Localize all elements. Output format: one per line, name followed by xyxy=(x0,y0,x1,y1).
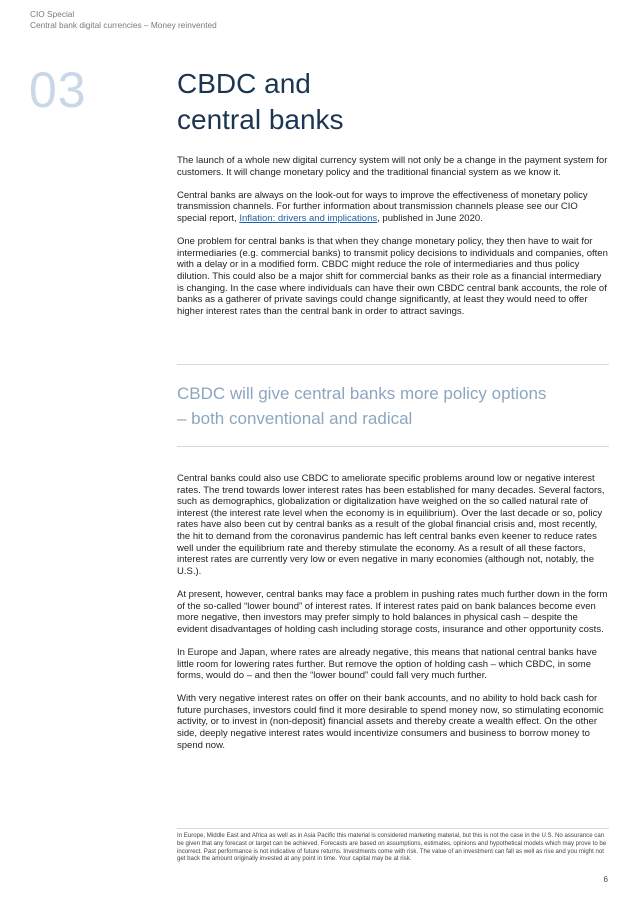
section-divider xyxy=(177,364,609,365)
page-number: 6 xyxy=(603,875,608,884)
chapter-title xyxy=(177,66,597,138)
header-document-title: Central bank digital currencies – Money reinvented xyxy=(30,20,217,30)
footnote-divider xyxy=(177,828,609,829)
section-subheading xyxy=(177,381,609,431)
paragraph xyxy=(177,190,609,225)
section-divider xyxy=(177,446,609,447)
section-intro xyxy=(177,155,609,317)
chapter-title-line2: central banks xyxy=(177,104,344,135)
inflation-report-link[interactable]: Inflation: drivers and implications xyxy=(239,212,378,224)
paragraph: At present, however, central banks may face a problem in pushing rates much further down in the form of the so-called “lower bound” of interest rates. If interest rates paid on bank balances become even more negative, then investors may prefer simply to hold balances in physical cash – despite the evident disadvantages of holding cash including storage costs, insurance and other opportunity costs. xyxy=(177,588,608,635)
disclaimer-footnote: In Europe, Middle East and Africa as well as in Asia Pacific this material is considered marketing material, but this is not the case in the U.S. No assurance can be given that any forecast or target can be achieved. Forecasts are based on assumptions, estimates, opinions and hypothetical models which may prove to be incorrect. Past performance is not indicative of future returns. Investments come with risk. The value of an investment can fall as well as rise and you might not get back the amount originally invested at any point in time. Your capital may be at risk. xyxy=(177,832,607,863)
paragraph: The launch of a whole new digital currency system will not only be a change in the payment system for customers. It will change monetary policy and the traditional financial system as we know it. xyxy=(177,155,608,178)
paragraph: One problem for central banks is that when they change monetary policy, they then have to wait for intermediaries (e.g. commercial banks) to transmit policy decisions to individuals and companies, often with a delay or in a modified form. CBDC might reduce the role of intermediaries and thus policy dilution. This could also be a major shift for commercial banks as their role as a financial intermediary is changing. In the case where individuals can have their own CBDC central bank accounts, the role of banks as a gatherer of private savings could change significantly, at least they would need to offer higher interest rates than the central bank in order to attract savings. xyxy=(177,236,608,317)
paragraph-text: Central banks are always on the look-out for ways to improve the effectiveness of monetary policy transmission channels. For further information about transmission channels please see our CIO special report, xyxy=(177,189,588,224)
running-header xyxy=(30,9,217,31)
paragraph: With very negative interest rates on offer on their bank accounts, and no ability to hold back cash for future purchases, investors could find it more desirable to spend money now, so stimulating economic activity, or to invest in (non-deposit) financial assets and thereby create a wealth effect. On the other side, deeply negative interest rates would incentivize consumers and business to borrow money to spend now. xyxy=(177,693,604,751)
header-series-title: CIO Special xyxy=(30,9,75,19)
section-policy-options xyxy=(177,473,609,751)
paragraph-text: , published in June 2020. xyxy=(377,212,483,224)
chapter-number: 03 xyxy=(29,62,87,118)
chapter-title-line1: CBDC and xyxy=(177,68,311,99)
paragraph: Central banks could also use CBDC to ameliorate specific problems around low or negative interest rates. The trend towards lower interest rates has been established for many decades. Several factors, such as demographics, globalization or digitalization have weighed on the so called natural rate of interest (the interest rate level when the economy is in equilibrium). Over the last decade or so, policy rates have also been cut by central banks as a result of the global financial crisis and, most recently, the hit to demand from the coronavirus pandemic has left central banks even keener to reduce rates well under the equilibrium rate and thereby stimulate the economy. As a result of all these factors, interest rates are currently very low or even negative in many economies (although not, notably, the U.S.). xyxy=(177,473,605,577)
paragraph: In Europe and Japan, where rates are already negative, this means that national central banks have little room for lowering rates further. But remove the option of holding cash – which CBDC, in some forms, would do – and then the “lower bound” could fall very much further. xyxy=(177,646,597,682)
subheading-line1: CBDC will give central banks more policy options xyxy=(177,384,547,403)
subheading-line2: – both conventional and radical xyxy=(177,409,413,428)
